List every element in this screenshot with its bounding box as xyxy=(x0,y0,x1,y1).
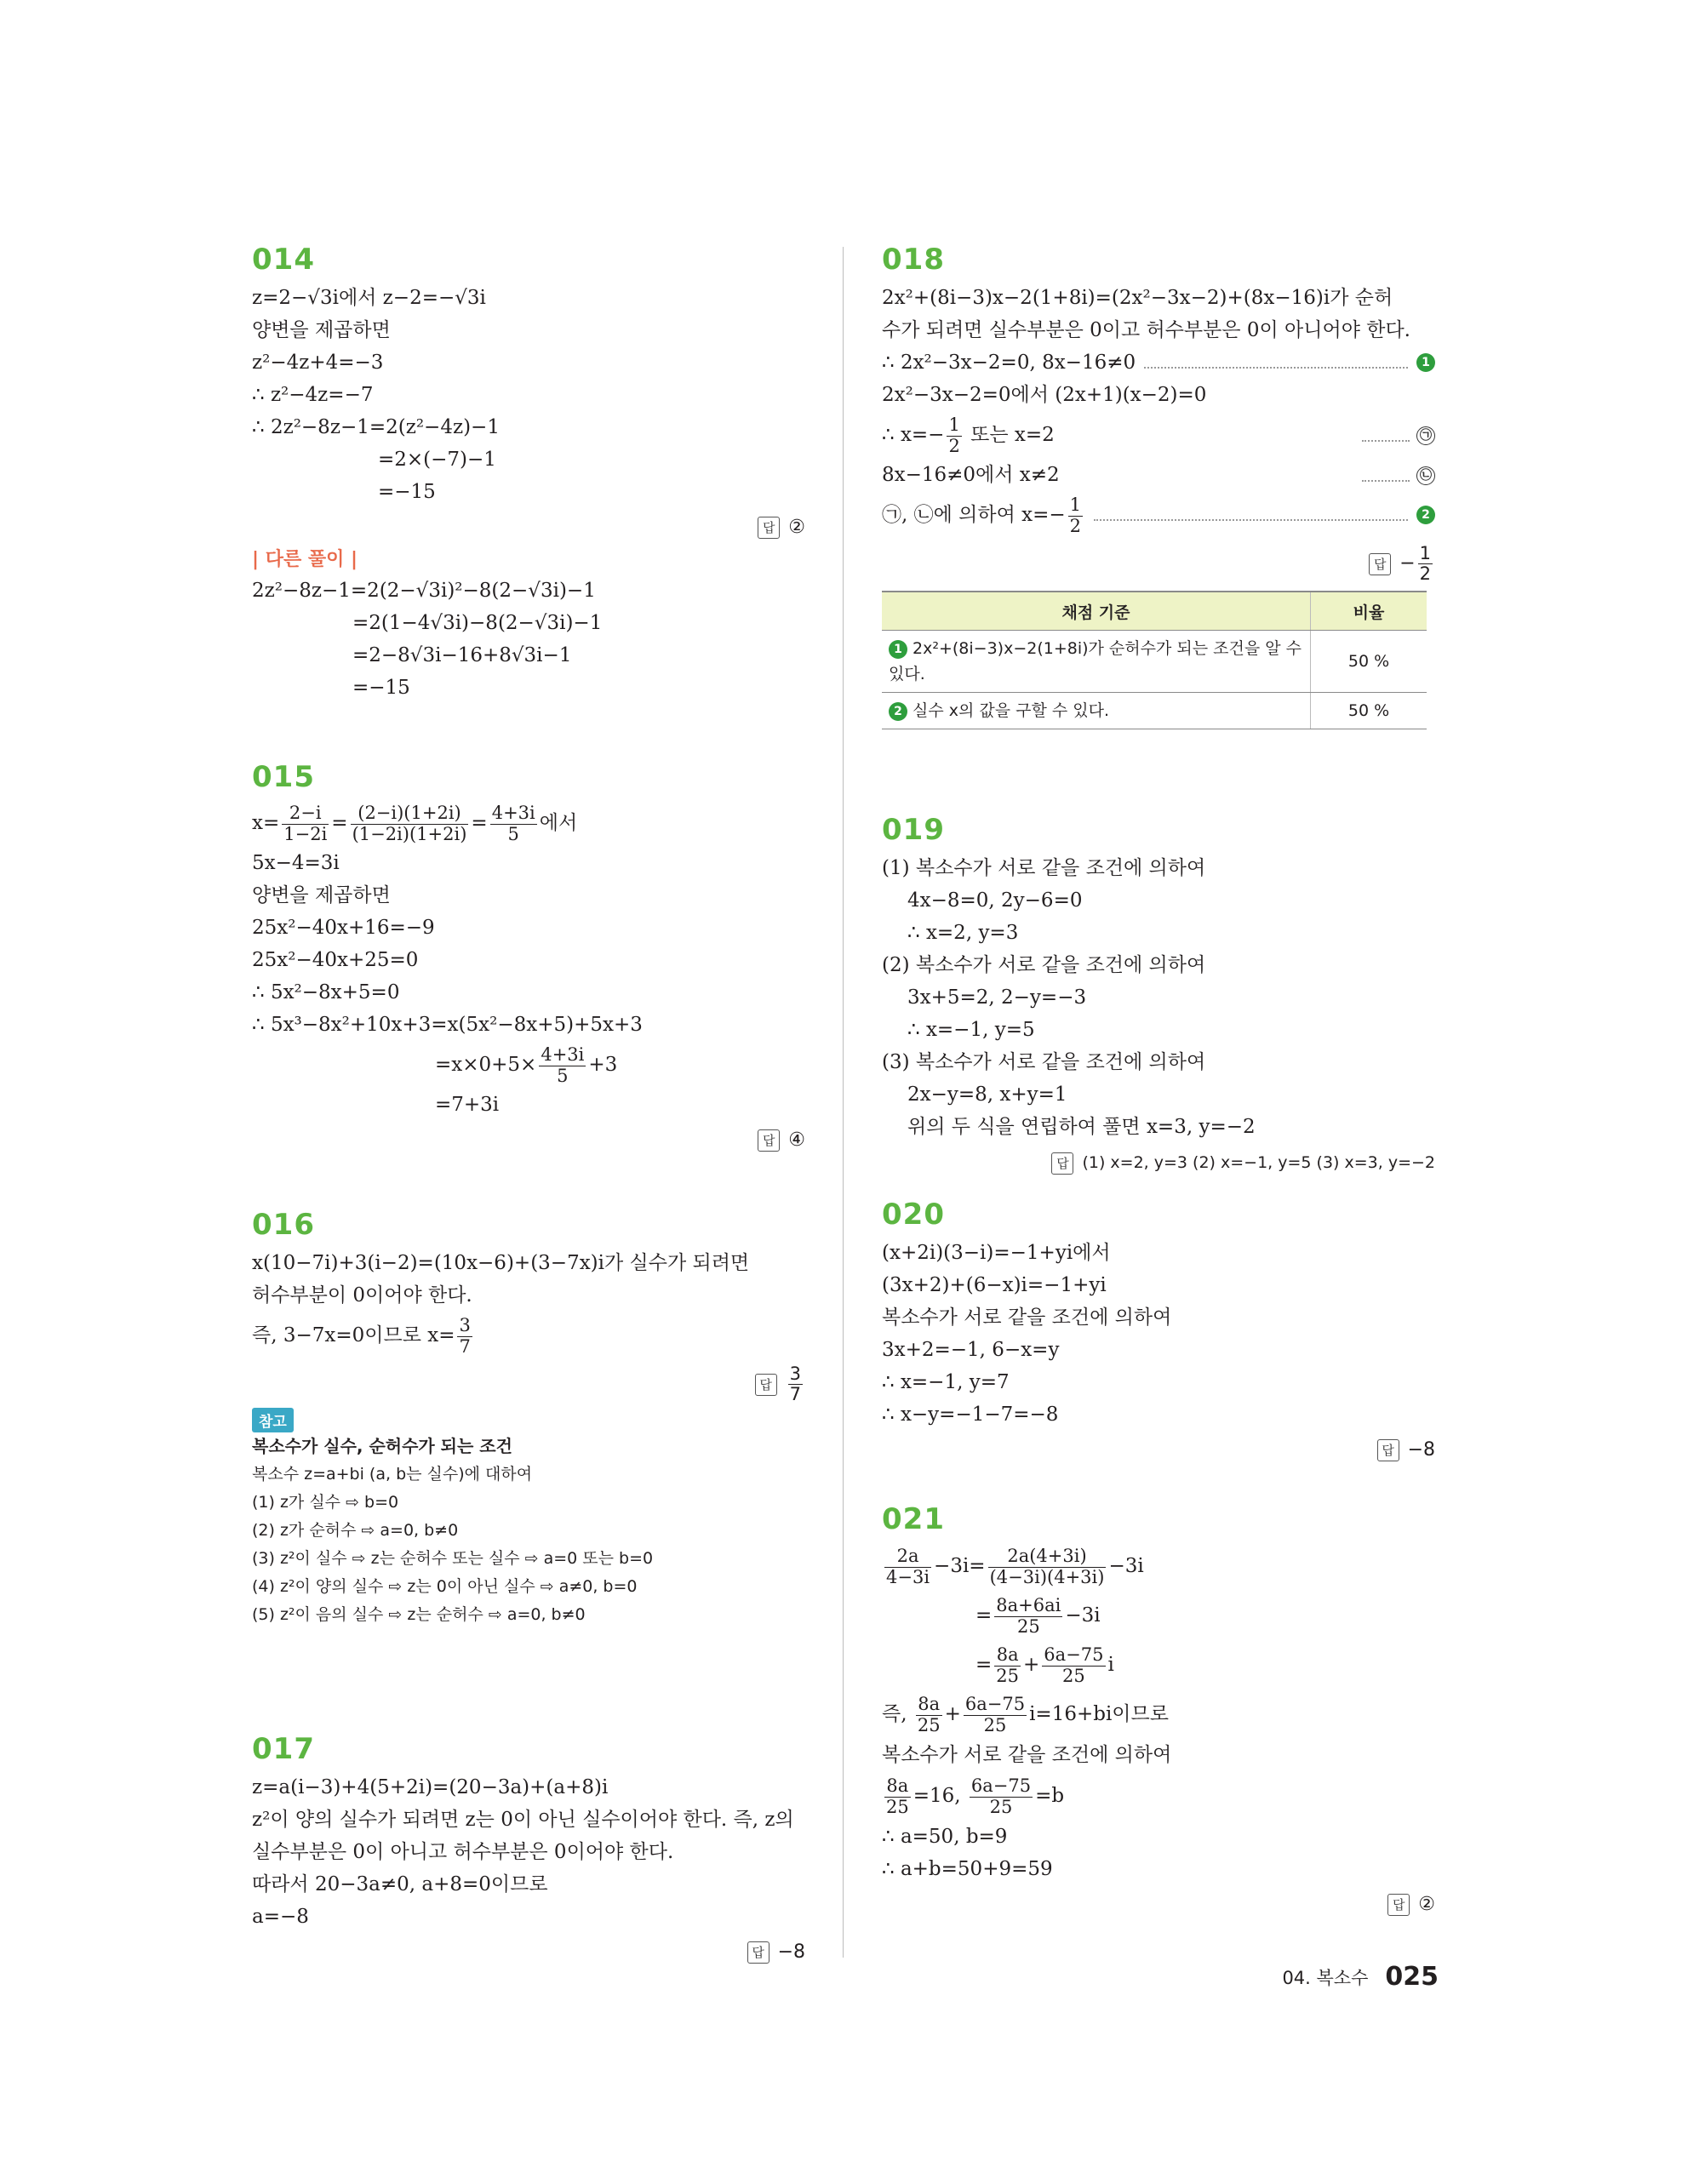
note-line: 복소수 z=a+bi (a, b는 실수)에 대하여 xyxy=(252,1465,533,1484)
problem-020 xyxy=(882,1198,1435,1465)
denominator: 5 xyxy=(557,1065,569,1086)
note-line: (5) z²이 음의 실수 ⇨ z는 순허수 ⇨ a=0, b≠0 xyxy=(252,1605,586,1625)
note-line: (2) z가 순허수 ⇨ a=0, b≠0 xyxy=(252,1521,459,1541)
numerator: 1 xyxy=(1419,543,1431,563)
fraction xyxy=(1068,495,1083,535)
column-divider xyxy=(843,247,844,1958)
chapter-label: 04. 복소수 xyxy=(1282,1967,1369,1988)
answer-value: ② xyxy=(788,517,805,538)
denominator: 25 xyxy=(917,1714,941,1735)
expr: 8x−16≠0에서 x≠2 xyxy=(882,464,1060,486)
expr: −3i xyxy=(1065,1604,1101,1627)
solution-line: (3x+2)+(6−x)i=−1+yi xyxy=(882,1274,1107,1296)
denominator: 7 xyxy=(789,1384,801,1405)
criterion-text: 실수 x의 값을 구할 수 있다. xyxy=(913,701,1110,721)
answer-value: ② xyxy=(1418,1894,1435,1915)
grading-table xyxy=(882,591,1427,729)
answer xyxy=(882,1148,1435,1177)
problem-018 xyxy=(882,243,1435,729)
answer-badge-icon: 답 xyxy=(1369,553,1391,575)
alt-solution-line: =2−8√3i−16+8√3i−1 xyxy=(352,644,572,666)
table-cell xyxy=(882,693,1311,729)
numerator: 4+3i xyxy=(541,1044,585,1066)
solution-line: 2x−y=8, x+y=1 xyxy=(907,1083,1067,1106)
expr: ㉠, ㉡에 의하여 x=− xyxy=(882,504,1066,526)
solution-line: 3x+2=−1, 6−x=y xyxy=(882,1339,1060,1361)
fraction xyxy=(994,1645,1021,1685)
problem-019 xyxy=(882,813,1435,1177)
denominator: 25 xyxy=(983,1714,1007,1735)
numerator: 8a xyxy=(916,1695,942,1715)
numerator: 6a−75 xyxy=(964,1694,1026,1715)
solution-line: (2) 복소수가 서로 같을 조건에 의하여 xyxy=(882,954,1206,976)
solution-line: 양변을 제곱하면 xyxy=(252,884,391,906)
solution-line: 5x−4=3i xyxy=(252,852,340,874)
table-header: 비율 xyxy=(1311,592,1427,631)
dotted-leader xyxy=(1362,470,1410,482)
denominator: (4−3i)(4+3i) xyxy=(989,1566,1105,1587)
solution-line xyxy=(882,411,1435,459)
solution-line: 25x²−40x+25=0 xyxy=(252,949,419,971)
answer-badge-icon: 답 xyxy=(758,517,780,539)
solution-line: ∴ a+b=50+9=59 xyxy=(882,1858,1053,1880)
table-cell: 50 % xyxy=(1311,631,1427,693)
expr: =16, xyxy=(913,1785,967,1807)
problem-021 xyxy=(882,1502,1435,1919)
answer-badge-icon: 답 xyxy=(747,1941,769,1964)
note-title: 복소수가 실수, 순허수가 되는 조건 xyxy=(252,1436,512,1457)
step-mark-icon: 1 xyxy=(1416,353,1435,372)
problem-014 xyxy=(252,243,805,704)
answer xyxy=(252,1364,805,1404)
numerator: 8a xyxy=(994,1645,1021,1666)
problem-number: 020 xyxy=(882,1198,945,1232)
fraction xyxy=(490,803,537,843)
problem-number: 021 xyxy=(882,1502,945,1536)
table-header-row xyxy=(882,592,1427,631)
fraction xyxy=(994,1596,1062,1636)
expr: =b xyxy=(1035,1785,1065,1807)
table-cell xyxy=(882,631,1311,693)
table-cell: 50 % xyxy=(1311,693,1427,729)
denominator: 25 xyxy=(989,1796,1013,1817)
step-mark-icon: 2 xyxy=(889,702,907,721)
criterion-text: 2x²+(8i−3)x−2(1+8i)가 순허수가 되는 조건을 알 수 있다. xyxy=(889,639,1302,684)
fraction xyxy=(351,803,469,843)
solution-line xyxy=(882,491,1435,539)
solution-line: ∴ 5x³−8x²+10x+3=x(5x²−8x+5)+5x+3 xyxy=(252,1014,643,1036)
solution-line: x(10−7i)+3(i−2)=(10x−6)+(3−7x)i가 실수가 되려면 xyxy=(252,1252,750,1274)
note-line: (4) z²이 양의 실수 ⇨ z는 0이 아닌 실수 ⇨ a≠0, b=0 xyxy=(252,1577,638,1597)
solution-line xyxy=(882,346,1435,379)
problem-016 xyxy=(252,1208,805,1629)
alternative-solution-label: | 다른 풀이 | xyxy=(252,549,358,570)
expr: +3 xyxy=(588,1054,618,1076)
solution-line: 3x+5=2, 2−y=−3 xyxy=(907,986,1087,1009)
fraction xyxy=(964,1695,1027,1735)
answer-badge-icon: 답 xyxy=(758,1129,780,1152)
solution-line: ∴ 2z²−8z−1=2(z²−4z)−1 xyxy=(252,416,500,438)
answer-value: −8 xyxy=(777,1941,805,1963)
problem-number: 014 xyxy=(252,243,315,277)
solution-line: 2x²−3x−2=0에서 (2x+1)(x−2)=0 xyxy=(882,384,1207,406)
fraction xyxy=(947,415,961,455)
answer xyxy=(252,513,805,542)
denominator: (1−2i)(1+2i) xyxy=(352,823,467,844)
note-line: (1) z가 실수 ⇨ b=0 xyxy=(252,1493,399,1512)
answer-value: (1) x=2, y=3 (2) x=−1, y=5 (3) x=3, y=−2 xyxy=(1082,1153,1435,1172)
step-mark-icon: 1 xyxy=(889,640,907,659)
solution-line xyxy=(882,459,1435,491)
solution-line: ∴ a=50, b=9 xyxy=(882,1826,1008,1848)
note-tag: 참고 xyxy=(252,1408,294,1432)
fraction xyxy=(457,1316,472,1356)
expr: x= xyxy=(252,812,280,834)
solution-line: a=−8 xyxy=(252,1906,309,1928)
answer-badge-icon: 답 xyxy=(1377,1439,1399,1461)
solution-line: ∴ x=2, y=3 xyxy=(907,922,1019,944)
answer xyxy=(882,1436,1435,1465)
solution-line: ∴ 5x²−8x+5=0 xyxy=(252,981,400,1003)
problem-015 xyxy=(252,760,805,1155)
numerator: 6a−75 xyxy=(1044,1644,1104,1666)
step-mark-icon: 2 xyxy=(1416,506,1435,524)
solution-line: 25x²−40x+16=−9 xyxy=(252,917,435,939)
solution-line: 양변을 제곱하면 xyxy=(252,319,391,341)
problem-number: 019 xyxy=(882,813,945,847)
solution-line: 수가 되려면 실수부분은 0이고 허수부분은 0이 아니어야 한다. xyxy=(882,319,1410,341)
table-row xyxy=(882,631,1427,693)
table-header: 채점 기준 xyxy=(882,592,1311,631)
denominator: 25 xyxy=(886,1796,909,1817)
problem-number: 016 xyxy=(252,1208,315,1242)
solution-line: ∴ x=−1, y=5 xyxy=(907,1019,1035,1041)
dotted-leader xyxy=(1362,430,1410,442)
numerator: 8a xyxy=(884,1776,911,1797)
expr: i=16+bi이므로 xyxy=(1029,1703,1169,1725)
circled-label-icon: ㉠ xyxy=(1416,426,1435,445)
numerator: 1 xyxy=(948,415,960,436)
denominator: 25 xyxy=(1016,1615,1040,1637)
note-line: (3) z²이 실수 ⇨ z는 순허수 또는 실수 ⇨ a=0 또는 b=0 xyxy=(252,1549,654,1569)
answer xyxy=(252,1126,805,1155)
numerator: 8a+6ai xyxy=(996,1595,1061,1616)
solution-line: = $\frac{8a+6ai}{25}$ −3i xyxy=(975,1595,1101,1637)
alt-solution-line: =−15 xyxy=(352,677,410,699)
problem-number: 018 xyxy=(882,243,945,277)
solution-line: ∴ z²−4z=−7 xyxy=(252,384,374,406)
answer-fraction xyxy=(1418,544,1433,584)
solution-line: z²−4z+4=−3 xyxy=(252,352,384,374)
answer xyxy=(882,1890,1435,1919)
answer-fraction xyxy=(788,1364,803,1404)
solution-line: z=2−√3i에서 z−2=−√3i xyxy=(252,287,486,309)
answer xyxy=(882,544,1435,584)
solution-line: 따라서 20−3a≠0, a+8=0이므로 xyxy=(252,1873,548,1895)
answer-sign: − xyxy=(1399,552,1416,575)
expr: −3i= xyxy=(934,1555,986,1577)
solution-line: 즉, $\frac{8a}{25}$ + $\frac{6a-75}{25}$ i=16+bi이므로 xyxy=(882,1694,1169,1735)
solution-line: (x+2i)(3−i)=−1+yi에서 xyxy=(882,1242,1111,1264)
solution-line xyxy=(252,1041,805,1089)
answer-badge-icon: 답 xyxy=(755,1374,777,1396)
expr: 또는 x=2 xyxy=(964,424,1055,446)
fraction xyxy=(884,1547,931,1587)
numerator: 6a−75 xyxy=(970,1775,1032,1797)
numerator: 3 xyxy=(459,1315,471,1336)
denominator: 7 xyxy=(459,1335,471,1357)
solution-line: 위의 두 식을 연립하여 풀면 x=3, y=−2 xyxy=(907,1116,1256,1138)
denominator: 2 xyxy=(1069,515,1082,536)
expr: 즉, 3−7x=0이므로 x= xyxy=(252,1324,455,1346)
problem-number: 015 xyxy=(252,760,315,794)
solution-line: = $\frac{8a}{25}$ + $\frac{6a-75}{25}$ i xyxy=(975,1644,1114,1686)
solution-line: 4x−8=0, 2y−6=0 xyxy=(907,889,1083,912)
solution-line xyxy=(882,1541,1435,1591)
problem-number: 017 xyxy=(252,1732,315,1766)
numerator: 3 xyxy=(789,1364,801,1384)
solution-line: ∴ x=−1, y=7 xyxy=(882,1371,1010,1393)
numerator: 2a(4+3i) xyxy=(988,1547,1107,1567)
solution-line: (1) 복소수가 서로 같을 조건에 의하여 xyxy=(882,857,1206,879)
solution-line: z=a(i−3)+4(5+2i)=(20−3a)+(a+8)i xyxy=(252,1776,609,1798)
page-footer xyxy=(1277,1962,1439,1992)
solution-line: 복소수가 서로 같을 조건에 의하여 xyxy=(882,1306,1172,1329)
denominator: 25 xyxy=(1062,1665,1085,1686)
solution-line: z²이 양의 실수가 되려면 z는 0이 아닌 실수이어야 한다. 즉, z의 xyxy=(252,1809,794,1831)
problem-017 xyxy=(252,1732,805,1967)
denominator: 2 xyxy=(948,435,960,456)
solution-line: =2×(−7)−1 xyxy=(378,449,496,471)
fraction xyxy=(539,1045,586,1085)
expr: 즉, xyxy=(882,1703,913,1725)
page-number: 025 xyxy=(1385,1962,1439,1992)
circled-label-icon: ㉡ xyxy=(1416,466,1435,485)
note-box xyxy=(252,1408,805,1629)
solution-line: x= $\frac{2-i}{1-2i}$ = $\frac{(2-i)(1+2i)}{(1-2i)(1+2i)}$ = $\frac{4+3i}{5}$ 에서 xyxy=(252,803,578,844)
solution-line: 2x²+(8i−3)x−2(1+8i)=(2x²−3x−2)+(8x−16)i가 순허 xyxy=(882,287,1393,309)
answer-value: −8 xyxy=(1407,1439,1435,1461)
alt-solution-line: 2z²−8z−1=2(2−√3i)²−8(2−√3i)−1 xyxy=(252,580,596,602)
solution-line xyxy=(252,1312,805,1359)
expr: ∴ x=− xyxy=(882,424,945,446)
solution-line: =7+3i xyxy=(435,1094,500,1116)
numerator: 2a xyxy=(884,1547,931,1567)
note-content xyxy=(252,1432,805,1629)
denominator: 5 xyxy=(507,823,519,844)
fraction xyxy=(970,1776,1033,1816)
numerator: 4+3i xyxy=(491,803,535,824)
fraction xyxy=(884,1776,911,1816)
solution-line: 허수부분이 0이어야 한다. xyxy=(252,1284,472,1306)
table-row xyxy=(882,693,1427,729)
answer xyxy=(252,1938,805,1967)
numerator: (2−i)(1+2i) xyxy=(351,803,469,824)
expr: ∴ 2x²−3x−2=0, 8x−16≠0 xyxy=(882,352,1136,374)
expr: =x×0+5× xyxy=(435,1054,537,1076)
dotted-leader xyxy=(1094,509,1408,521)
fraction xyxy=(1042,1645,1105,1685)
alt-solution-line: =2(1−4√3i)−8(2−√3i)−1 xyxy=(352,612,603,634)
expr: i xyxy=(1107,1654,1114,1676)
denominator: 25 xyxy=(996,1665,1020,1686)
solution-line: =−15 xyxy=(378,481,436,503)
denominator: 1−2i xyxy=(283,823,328,844)
numerator: 1 xyxy=(1069,495,1082,516)
expr: −3i xyxy=(1108,1555,1144,1577)
solution-line: (3) 복소수가 서로 같을 조건에 의하여 xyxy=(882,1051,1206,1073)
fraction xyxy=(282,803,329,843)
fraction xyxy=(988,1547,1107,1587)
answer-badge-icon: 답 xyxy=(1387,1894,1410,1916)
answer-badge-icon: 답 xyxy=(1051,1152,1073,1175)
solution-line: 복소수가 서로 같을 조건에 의하여 xyxy=(882,1744,1172,1766)
numerator: 2−i xyxy=(282,803,329,824)
dotted-leader xyxy=(1144,357,1408,369)
answer-value: ④ xyxy=(788,1129,805,1151)
denominator: 2 xyxy=(1419,563,1431,585)
solution-line: 실수부분은 0이 아니고 허수부분은 0이어야 한다. xyxy=(252,1841,674,1863)
denominator: 4−3i xyxy=(886,1566,930,1587)
solution-line xyxy=(882,1771,1435,1821)
solution-line: ∴ x−y=−1−7=−8 xyxy=(882,1404,1059,1426)
fraction xyxy=(916,1695,942,1735)
expr: 에서 xyxy=(539,812,578,834)
